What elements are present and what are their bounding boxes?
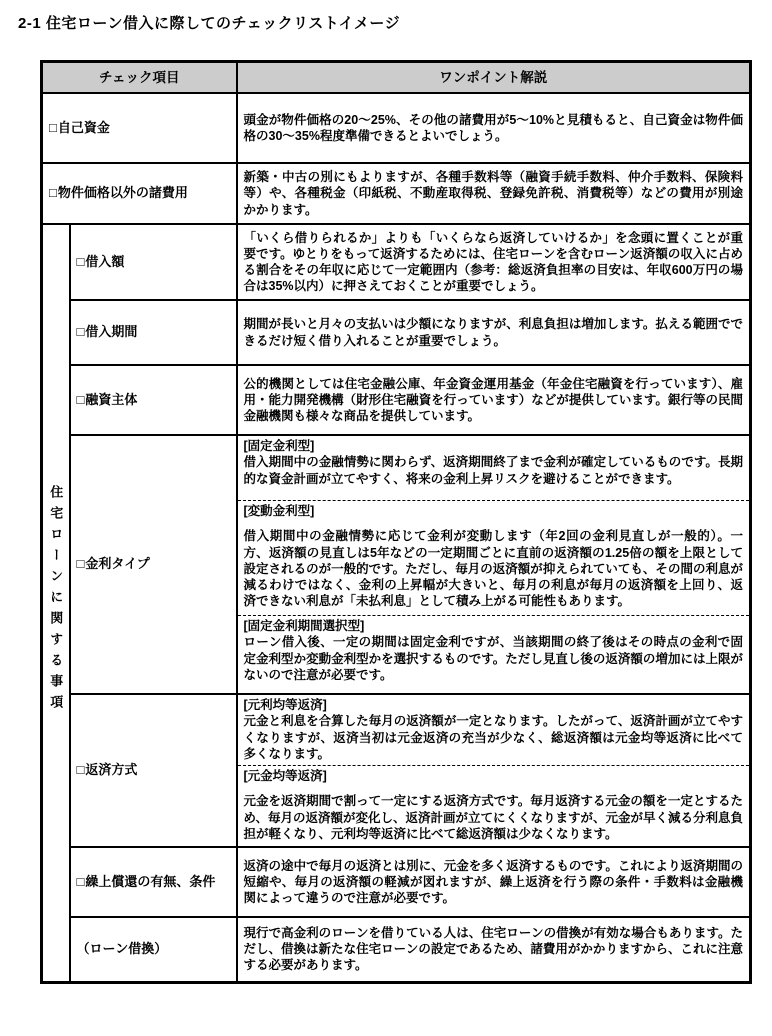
row-label: 返済方式 bbox=[85, 762, 138, 778]
table-row-interest-type bbox=[42, 435, 751, 694]
row-label: 自己資金 bbox=[57, 119, 110, 135]
table-row-prepayment bbox=[42, 847, 751, 917]
row-label: 借入期間 bbox=[85, 324, 138, 340]
group-label: 住宅ローンに関する事項 bbox=[48, 485, 64, 717]
section-heading: [元金均等返済] bbox=[243, 769, 327, 783]
explanation-text: 現行で高金利のローンを借りている人は、住宅ローンの借換が有効な場合もあります。ただし、借換は新たな住宅ローンの設定であるため、諸費用がかかりますから、これに注意する必要があります。 bbox=[237, 917, 751, 982]
checkbox-icon: □ bbox=[49, 119, 57, 135]
checkbox-icon: □ bbox=[76, 556, 85, 572]
explanation-text: 頭金が物件価格の20～25%、その他の諸費用が5～10%と見積もると、自己資金は物件価格の30～35%程度準備できるとよいでしょう。 bbox=[237, 93, 751, 163]
section-heading: [元利均等返済] bbox=[243, 698, 327, 712]
checkbox-icon: □ bbox=[76, 762, 85, 778]
table-row-lender bbox=[42, 365, 751, 435]
row-label: 融資主体 bbox=[85, 391, 138, 407]
table-row-loan-amount bbox=[42, 224, 751, 300]
row-label: （ローン借換） bbox=[76, 940, 168, 956]
checkbox-icon: □ bbox=[49, 185, 57, 201]
explanation-text: 返済の途中で毎月の返済とは別に、元金を多く返済するものです。これにより返済期間の短縮や、毎月の返済額の軽減が図れますが、繰上返済を行う際の条件・手数料は金融機関によって違うので注意が必要です。 bbox=[237, 847, 751, 917]
header-check-item: チェック項目 bbox=[42, 62, 237, 94]
checklist-table bbox=[40, 60, 752, 984]
section-variable-rate bbox=[238, 500, 750, 615]
section-equal-principal bbox=[238, 765, 750, 845]
explanation-text: 期間が長いと月々の支払いは少額になりますが、利息負担は増加します。払える範囲でできるだけ短く借り入れることが重要でしょう。 bbox=[237, 300, 751, 365]
section-body: 元金を返済期間で割って一定にする返済方式です。毎月返済する元金の額を一定とするため、毎月の返済額が変化し、返済計画が立てにくくなりますが、元金が早く減る分利息負担が軽くなり、元利均等返済に比べて総返済額は少なくなります。 bbox=[243, 794, 744, 841]
section-heading: [固定金利期間選択型] bbox=[243, 619, 365, 633]
checkbox-icon: □ bbox=[76, 391, 85, 407]
table-row-refinance bbox=[42, 917, 751, 982]
checkbox-icon: □ bbox=[76, 324, 85, 340]
section-equal-principal-interest bbox=[238, 695, 750, 765]
table-header-row bbox=[42, 62, 751, 94]
checkbox-icon: □ bbox=[76, 873, 85, 889]
table-row-own-funds bbox=[42, 93, 751, 163]
section-body: 借入期間中の金融情勢に応じて金利が変動します（年2回の金利見直しが一般的）。一方、返済額の見直しは5年などの一定期間ごとに直前の返済額の1.25倍の額を上限として設定されるのが一般的です。ただし、毎月の返済額が抑えられていても、その間の利息が減るわけではなく、金利の上昇幅が大きいと、毎月の利息が毎月の返済額を上回り、返済できない利息が「未払利息」として積み上がる可能性もあります。 bbox=[243, 529, 744, 609]
page-title: 2-1 住宅ローン借入に際してのチェックリストイメージ bbox=[18, 15, 401, 32]
table-row-repayment-method bbox=[42, 694, 751, 847]
table-row-loan-term bbox=[42, 300, 751, 365]
section-body: ローン借入後、一定の期間は固定金利ですが、当該期間の終了後はその時点の金利で固定金利型か変動金利型かを選択するものです。ただし見直し後の返済額の増加には上限がないので注意が必要です。 bbox=[243, 635, 744, 682]
explanation-text: 「いくら借りられるか」よりも「いくらなら返済していけるか」を念頭に置くことが重要です。ゆとりをもって返済するためには、住宅ローンを含むローン返済額の収入に占める割合をその年収に応じて一定範囲内（参考：総返済負担率の目安は、年収600万円の場合は35%以内）に押さえておくことが重要でしょう。 bbox=[237, 224, 751, 300]
checkbox-icon: □ bbox=[76, 253, 85, 269]
row-label: 繰上償還の有無、条件 bbox=[85, 873, 216, 889]
section-fixed-rate bbox=[238, 436, 750, 500]
section-body: 借入期間中の金融情勢に関わらず、返済期間終了まで金利が確定しているものです。長期的な資金計画が立てやすく、将来の金利上昇リスクを避けることができます。 bbox=[243, 455, 744, 486]
header-explanation: ワンポイント解説 bbox=[237, 62, 751, 94]
explanation-text: 新築・中古の別にもよりますが、各種手数料等（融資手続手数料、仲介手数料、保険料等）や、各種税金（印紙税、不動産取得税、登録免許税、消費税等）などの費用が別途かかります。 bbox=[237, 163, 751, 224]
row-label: 借入額 bbox=[85, 253, 125, 269]
section-heading: [変動金利型] bbox=[243, 504, 315, 518]
section-body: 元金と利息を合算した毎月の返済額が一定となります。したがって、返済計画が立てやすくなりますが、返済当初は元金返済の充当が少なく、総返済額は元金均等返済に比べて多くなります。 bbox=[243, 714, 744, 761]
row-label: 金利タイプ bbox=[85, 556, 150, 572]
explanation-text: 公的機関としては住宅金融公庫、年金資金運用基金（年金住宅融資を行っています）、雇用・能力開発機構（財形住宅融資を行っています）などが提供しています。銀行等の民間金融機関も様々な商品を提供しています。 bbox=[237, 365, 751, 435]
table-row-other-costs bbox=[42, 163, 751, 224]
section-heading: [固定金利型] bbox=[243, 439, 315, 453]
section-fixed-period-select bbox=[238, 615, 750, 686]
row-label: 物件価格以外の諸費用 bbox=[57, 185, 188, 201]
